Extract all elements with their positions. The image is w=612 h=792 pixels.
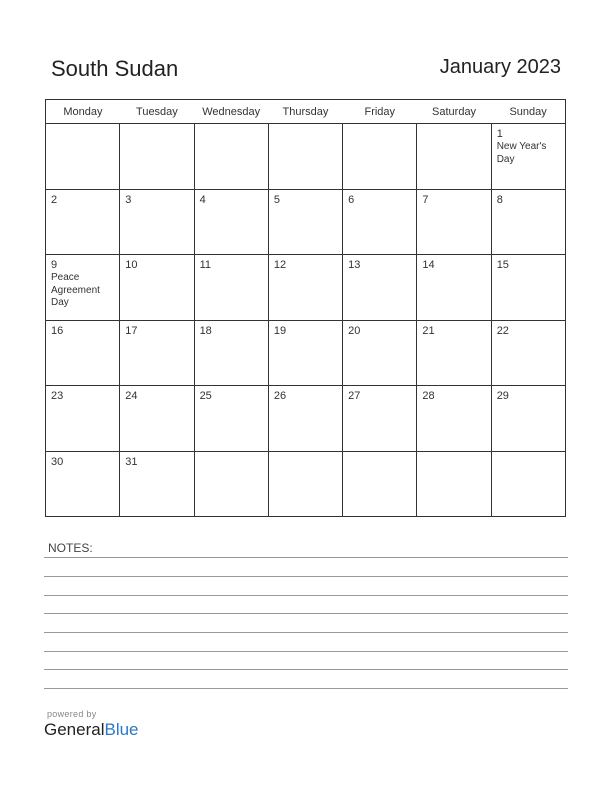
day-number: 10	[125, 259, 138, 271]
day-number: 3	[125, 193, 132, 206]
day-number: 29	[496, 390, 509, 402]
day-cell	[120, 386, 194, 452]
weekday-header: Sunday	[491, 100, 565, 124]
day-cell	[343, 320, 417, 386]
day-number: 16	[51, 324, 64, 337]
day-cell	[268, 386, 342, 452]
day-cell	[46, 124, 120, 190]
holiday-label: New Year's Day	[496, 141, 547, 165]
day-number: 13	[348, 259, 361, 271]
weekday-header-row	[46, 100, 566, 124]
day-cell	[194, 386, 268, 452]
note-line	[44, 651, 568, 652]
day-number: 17	[125, 324, 138, 337]
day-cell	[46, 320, 120, 386]
day-cell	[343, 255, 417, 321]
day-cell	[268, 320, 342, 386]
day-number: 22	[496, 324, 509, 337]
day-number: 21	[422, 324, 435, 337]
weekday-header: Monday	[46, 100, 120, 124]
brand-general: General	[44, 720, 105, 739]
day-number: 24	[125, 390, 138, 402]
day-number: 28	[422, 390, 435, 402]
day-cell	[194, 189, 268, 255]
country-title: South Sudan	[51, 56, 179, 81]
powered-by-text: powered by	[47, 709, 97, 719]
day-cell	[194, 451, 268, 517]
week-row	[46, 124, 566, 190]
day-cell	[268, 189, 342, 255]
day-cell	[417, 320, 491, 386]
weekday-header: Tuesday	[120, 100, 194, 124]
day-number: 25	[199, 390, 212, 402]
day-cell	[120, 189, 194, 255]
day-cell	[46, 189, 120, 255]
day-cell	[268, 255, 342, 321]
note-line	[44, 669, 568, 670]
week-row	[46, 255, 566, 321]
day-cell	[491, 451, 565, 517]
day-number: 11	[199, 259, 211, 271]
day-cell	[491, 124, 565, 190]
day-cell	[491, 255, 565, 321]
day-cell	[194, 255, 268, 321]
day-cell	[120, 451, 194, 517]
note-line	[44, 576, 568, 577]
week-row	[46, 320, 566, 386]
note-line	[44, 613, 568, 614]
calendar-grid	[45, 99, 566, 517]
holiday-label: Peace Agreement Day	[51, 272, 100, 308]
day-cell	[343, 124, 417, 190]
note-line	[44, 595, 568, 596]
day-cell	[491, 189, 565, 255]
day-cell	[268, 451, 342, 517]
day-cell	[194, 320, 268, 386]
day-number: 15	[496, 259, 509, 271]
brand-blue: Blue	[104, 720, 139, 739]
month-year-title: January 2023	[439, 56, 561, 78]
day-cell	[120, 255, 194, 321]
day-number: 23	[51, 390, 64, 402]
day-cell	[417, 386, 491, 452]
day-number: 7	[422, 193, 429, 206]
day-cell	[268, 124, 342, 190]
note-line	[44, 688, 568, 689]
day-cell	[46, 386, 120, 452]
day-number: 1	[496, 128, 503, 140]
day-number: 20	[348, 324, 361, 337]
weekday-header: Saturday	[417, 100, 491, 124]
day-number: 12	[273, 259, 287, 271]
weekday-header: Wednesday	[194, 100, 268, 124]
day-cell	[417, 189, 491, 255]
day-cell	[46, 255, 120, 321]
day-cell	[343, 386, 417, 452]
day-cell	[491, 386, 565, 452]
day-number: 8	[496, 193, 503, 206]
brand-logo	[44, 720, 139, 740]
day-number: 6	[348, 193, 355, 206]
day-cell	[343, 189, 417, 255]
day-cell	[417, 255, 491, 321]
day-cell	[194, 124, 268, 190]
note-line	[44, 557, 568, 558]
week-row	[46, 451, 566, 517]
day-number: 19	[273, 324, 287, 337]
day-number: 4	[199, 193, 206, 206]
week-row	[46, 386, 566, 452]
weekday-header: Thursday	[268, 100, 342, 124]
day-cell	[417, 451, 491, 517]
notes-label: NOTES:	[48, 541, 93, 555]
day-number: 27	[348, 390, 361, 402]
day-cell	[120, 124, 194, 190]
day-number: 9	[51, 259, 58, 271]
day-cell	[46, 451, 120, 517]
day-number: 2	[51, 193, 58, 206]
day-number: 30	[51, 455, 64, 468]
day-cell	[491, 320, 565, 386]
note-line	[44, 632, 568, 633]
day-number: 5	[273, 193, 280, 206]
weekday-header: Friday	[343, 100, 417, 124]
day-cell	[343, 451, 417, 517]
day-number: 18	[199, 324, 212, 337]
day-cell	[417, 124, 491, 190]
day-number: 31	[125, 455, 138, 468]
day-cell	[120, 320, 194, 386]
day-number: 14	[422, 259, 435, 271]
week-row	[46, 189, 566, 255]
day-number: 26	[273, 390, 287, 402]
